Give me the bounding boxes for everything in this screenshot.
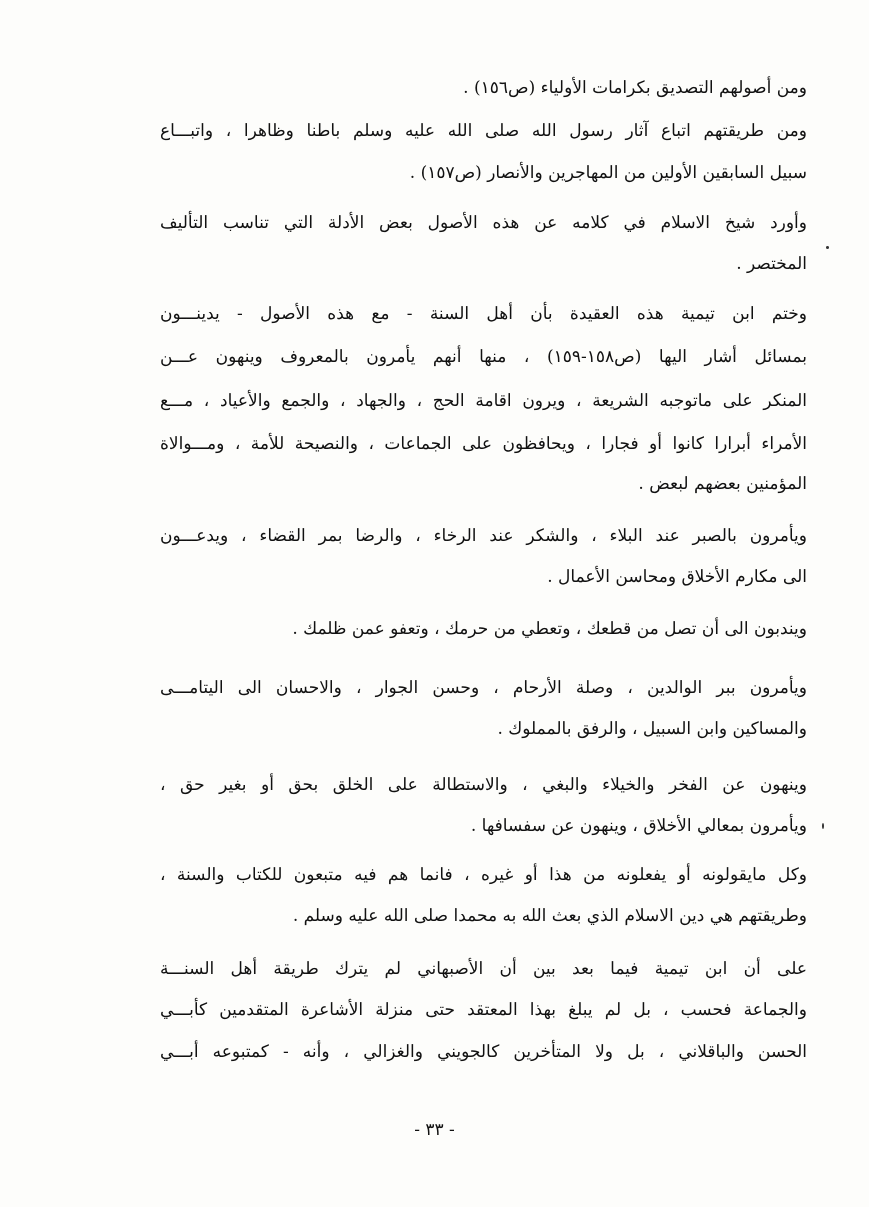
text-line: ومن أصولهم التصديق بكرامات الأولياء (ص١٥٦) . [463,78,807,98]
text-line: وختم ابن تيمية هذه العقيدة بأن أهل السنة - مع هذه الأصول - يدينـــون [160,304,807,324]
scan-speck [822,823,824,829]
text-line: والجماعة فحسب ، بل لم يبلغ بهذا المعتقد حتى منزلة الأشاعرة المتقدمين كأبـــي [160,1000,807,1020]
text-line: المختصر . [736,254,807,274]
text-line: سبيل السابقين الأولين من المهاجرين والأنصار (ص١٥٧) . [409,163,807,183]
scan-speck [826,246,829,249]
text-line: والمساكين وابن السبيل ، والرفق بالمملوك . [497,719,807,739]
text-line: ومن طريقتهم اتباع آثار رسول الله صلى الله عليه وسلم باطنا وظاهرا ، واتبـــاع [160,121,807,141]
text-line: وينهون عن الفخر والخيلاء والبغي ، والاستطالة على الخلق بحق أو بغير حق ، [160,775,807,795]
text-line: الأمراء أبرارا كانوا أو فجارا ، ويحافظون على الجماعات ، والنصيحة للأمة ، ومـــوالاة [160,434,807,454]
text-line: الحسن والباقلاني ، بل ولا المتأخرين كالجويني والغزالي ، وأنه - كمتبوعه أبـــي [160,1042,807,1062]
page-number: - ٣٣ - [414,1120,455,1140]
text-line: المؤمنين بعضهم لبعض . [638,474,807,494]
text-line: ويندبون الى أن تصل من قطعك ، وتعطي من حرمك ، وتعفو عمن ظلمك . [292,619,807,639]
text-line: ويأمرون ببر الوالدين ، وصلة الأرحام ، وحسن الجوار ، والاحسان الى اليتامـــى [160,678,807,698]
text-line: وكل مايقولونه أو يفعلونه من هذا أو غيره ، فانما هم فيه متبعون للكتاب والسنة ، [160,865,807,885]
text-line: ويأمرون بالصبر عند البلاء ، والشكر عند الرخاء ، والرضا بمر القضاء ، ويدعـــون [160,526,807,546]
text-line: وطريقتهم هي دين الاسلام الذي بعث الله به محمدا صلى الله عليه وسلم . [292,906,807,926]
text-line: وأورد شيخ الاسلام في كلامه عن هذه الأصول بعض الأدلة التي تناسب التأليف [160,213,807,233]
text-line: على أن ابن تيمية فيما بعد بين أن الأصبهاني لم يترك طريقة أهل السنـــة [160,959,807,979]
text-line: الى مكارم الأخلاق ومحاسن الأعمال . [547,567,807,587]
text-line: بمسائل أشار اليها (ص١٥٨-١٥٩) ، منها أنهم يأمرون بالمعروف وينهون عـــن [160,347,807,367]
text-line: المنكر على ماتوجبه الشريعة ، ويرون اقامة الحج ، والجهاد ، والجمع والأعياد ، مـــع [160,391,807,411]
text-line: ويأمرون بمعالي الأخلاق ، وينهون عن سفسافها . [470,816,807,836]
